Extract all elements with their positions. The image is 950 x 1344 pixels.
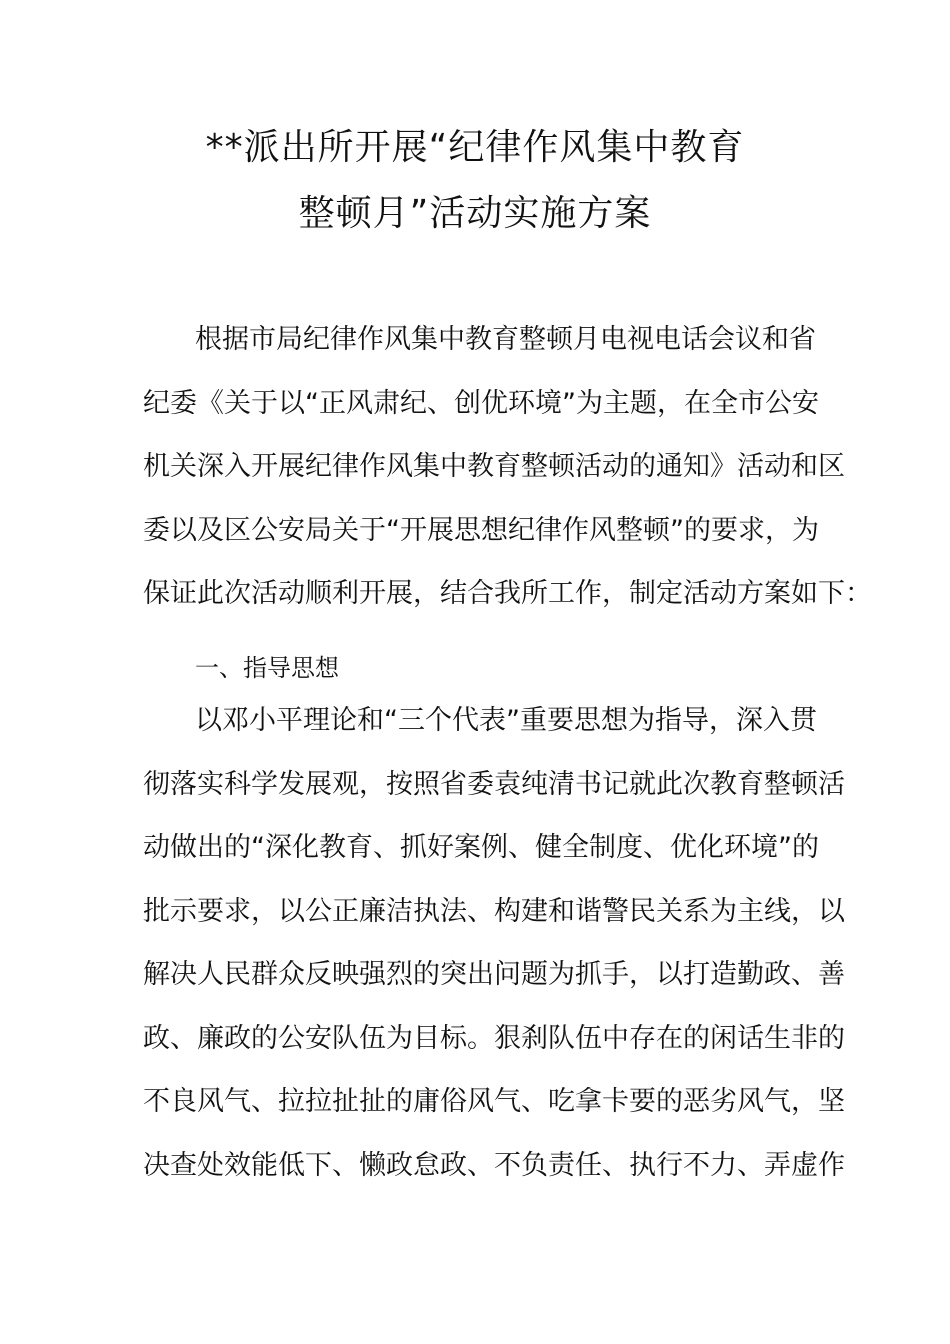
- document-title-line-1: **派出所开展“纪律作风集中教育: [205, 127, 745, 168]
- section-body-line: 动做出的“深化教育、抓好案例、健全制度、优化环境”的: [143, 832, 819, 863]
- section-body-line: 决查处效能低下、懒政怠政、不负责任、执行不力、弄虚作: [143, 1150, 845, 1181]
- document-title-line-2: 整顿月”活动实施方案: [298, 193, 652, 234]
- section-body-line: 以邓小平理论和“三个代表”重要思想为指导，深入贯: [195, 705, 817, 736]
- section-body-line: 政、廉政的公安队伍为目标。狠刹队伍中存在的闲话生非的: [143, 1023, 845, 1054]
- section-body-line: 批示要求，以公正廉洁执法、构建和谐警民关系为主线，以: [143, 896, 845, 927]
- paragraph-line: 委以及区公安局关于“开展思想纪律作风整顿”的要求，为: [143, 515, 819, 546]
- paragraph-line: 纪委《关于以“正风肃纪、创优环境”为主题，在全市公安: [143, 388, 819, 419]
- section-body-line: 解决人民群众反映强烈的突出问题为抓手，以打造勤政、善: [143, 959, 845, 990]
- section-body-line: 不良风气、拉拉扯扯的庸俗风气、吃拿卡要的恶劣风气，坚: [143, 1086, 845, 1117]
- paragraph-line: 根据市局纪律作风集中教育整顿月电视电话会议和省: [195, 324, 816, 355]
- paragraph-line: 保证此次活动顺利开展，结合我所工作，制定活动方案如下：: [143, 578, 872, 609]
- section-heading: 一、指导思想: [195, 654, 339, 682]
- section-body-line: 彻落实科学发展观，按照省委袁纯清书记就此次教育整顿活: [143, 769, 845, 800]
- paragraph-line: 机关深入开展纪律作风集中教育整顿活动的通知》活动和区: [143, 451, 845, 482]
